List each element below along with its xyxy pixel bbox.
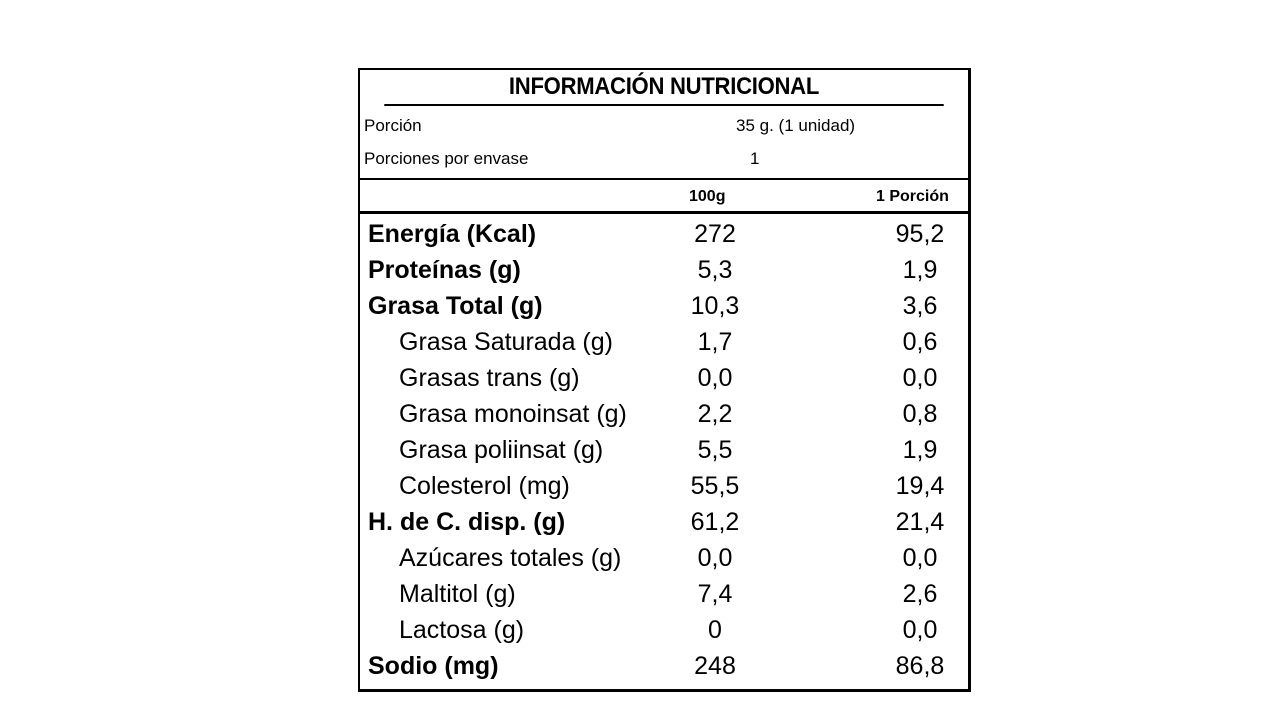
nutrient-value-per-100g: 272 bbox=[694, 220, 736, 248]
nutrient-row bbox=[360, 216, 968, 252]
portion-label: Porción bbox=[364, 116, 422, 135]
nutrient-row bbox=[360, 504, 968, 540]
divider-line bbox=[360, 178, 968, 180]
nutrient-row bbox=[360, 468, 968, 504]
nutrient-value-per-100g: 7,4 bbox=[697, 580, 733, 608]
nutrient-row bbox=[360, 576, 968, 612]
nutrient-value-per-100g: 10,3 bbox=[690, 292, 740, 320]
nutrient-value-per-100g: 248 bbox=[694, 652, 736, 680]
nutrient-value-per-serving: 0,6 bbox=[902, 328, 938, 356]
nutrient-name: Grasa poliinsat (g) bbox=[399, 436, 604, 464]
nutrient-value-per-100g: 0,0 bbox=[697, 544, 733, 572]
nutrient-row bbox=[360, 432, 968, 468]
nutrient-row bbox=[360, 324, 968, 360]
label-title: INFORMACIÓN NUTRICIONAL bbox=[384, 70, 943, 106]
nutrient-name: Maltitol (g) bbox=[399, 580, 516, 608]
nutrient-value-per-serving: 21,4 bbox=[895, 508, 945, 536]
column-header-per-serving: 1 Porción bbox=[876, 188, 949, 205]
nutrient-name: Sodio (mg) bbox=[368, 652, 499, 680]
nutrient-row bbox=[360, 396, 968, 432]
nutrient-value-per-serving: 3,6 bbox=[902, 292, 938, 320]
nutrient-row bbox=[360, 540, 968, 576]
nutrient-value-per-serving: 1,9 bbox=[902, 256, 938, 284]
nutrient-value-per-100g: 0,0 bbox=[697, 364, 733, 392]
nutrient-row bbox=[360, 612, 968, 648]
nutrient-value-per-100g: 1,7 bbox=[697, 328, 733, 356]
nutrient-name: Grasa monoinsat (g) bbox=[399, 400, 627, 428]
nutrition-facts-label bbox=[358, 68, 971, 692]
nutrient-value-per-serving: 86,8 bbox=[895, 652, 945, 680]
nutrient-value-per-100g: 5,3 bbox=[697, 256, 733, 284]
nutrient-name: Lactosa (g) bbox=[399, 616, 525, 644]
nutrient-value-per-serving: 0,0 bbox=[902, 616, 938, 644]
nutrient-name: Proteínas (g) bbox=[368, 256, 521, 284]
nutrient-row bbox=[360, 648, 968, 684]
nutrient-name: Grasa Total (g) bbox=[368, 292, 543, 320]
servings-per-container-label: Porciones por envase bbox=[364, 149, 529, 168]
nutrient-value-per-100g: 61,2 bbox=[690, 508, 740, 536]
nutrient-value-per-serving: 19,4 bbox=[895, 472, 945, 500]
nutrient-value-per-100g: 0 bbox=[708, 616, 722, 644]
nutrient-name: Grasa Saturada (g) bbox=[399, 328, 613, 356]
nutrient-value-per-serving: 0,8 bbox=[902, 400, 938, 428]
nutrient-value-per-serving: 0,0 bbox=[902, 364, 938, 392]
column-header-per-100g: 100g bbox=[689, 188, 726, 205]
nutrient-row bbox=[360, 288, 968, 324]
nutrient-value-per-serving: 2,6 bbox=[902, 580, 938, 608]
nutrient-value-per-serving: 1,9 bbox=[902, 436, 938, 464]
nutrient-name: Colesterol (mg) bbox=[399, 472, 570, 500]
nutrient-value-per-serving: 0,0 bbox=[902, 544, 938, 572]
divider-line-thick bbox=[360, 211, 968, 214]
nutrient-name: Azúcares totales (g) bbox=[399, 544, 622, 572]
nutrient-value-per-100g: 55,5 bbox=[690, 472, 740, 500]
nutrient-row bbox=[360, 252, 968, 288]
nutrient-value-per-100g: 5,5 bbox=[697, 436, 733, 464]
nutrient-row bbox=[360, 360, 968, 396]
portion-value: 35 g. (1 unidad) bbox=[736, 116, 856, 135]
nutrient-value-per-100g: 2,2 bbox=[697, 400, 733, 428]
servings-per-container-value: 1 bbox=[750, 149, 760, 168]
nutrient-name: Grasas trans (g) bbox=[399, 364, 580, 392]
nutrient-value-per-serving: 95,2 bbox=[895, 220, 945, 248]
nutrient-name: Energía (Kcal) bbox=[368, 220, 537, 248]
nutrient-name: H. de C. disp. (g) bbox=[368, 508, 566, 536]
